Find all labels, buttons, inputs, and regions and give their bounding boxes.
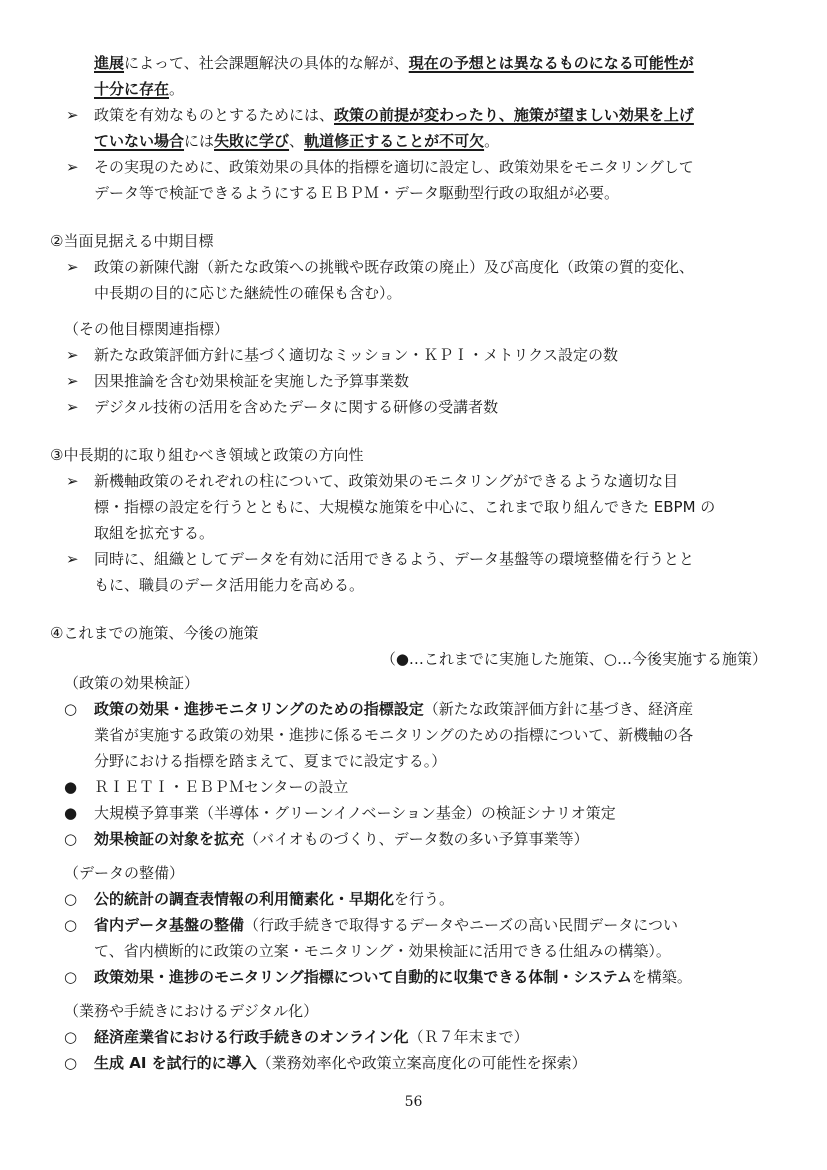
bullet-policy-effective-line1: 政策を有効なものとするためには、政策の前提が変わったり、施策が望ましい効果を上げ <box>94 106 694 124</box>
bullet-policy-effective-line2: ていない場合には失敗に学び、軌道修正することが不可欠。 <box>94 132 500 150</box>
intro-continuation-line2: 十分に存在。 <box>94 80 185 98</box>
section-heading-measures: ④これまでの施策、今後の施策 <box>50 624 259 642</box>
bullet-metabolism-line2: 中長期の目的に応じた継続性の確保も含む）。 <box>94 284 402 302</box>
measure-generative-ai: 生成 AI を試行的に導入（業務効率化や政策立案高度化の可能性を探索） <box>94 1054 587 1072</box>
arrow-bullet-icon: ➢ <box>66 346 79 364</box>
open-circle-icon: ○ <box>64 968 78 986</box>
open-circle-icon: ○ <box>64 890 78 908</box>
open-circle-icon: ○ <box>64 1028 78 1046</box>
bullet-data-infra-line1: 同時に、組織としてデータを有効に活用できるよう、データ基盤等の環境整備を行うとと <box>94 550 695 568</box>
arrow-bullet-icon: ➢ <box>66 158 79 176</box>
section-heading-mid-term-goal: ②当面見据える中期目標 <box>50 232 214 250</box>
intro-continuation-line1: 進展によって、社会課題解決の具体的な解が、現在の予想とは異なるものになる可能性が <box>94 54 694 72</box>
indicator-item: デジタル技術の活用を含めたデータに関する研修の受講者数 <box>94 398 499 416</box>
open-circle-icon: ○ <box>64 700 78 718</box>
bullet-data-infra-line2: もに、職員のデータ活用能力を高める。 <box>94 576 365 594</box>
bullet-ebpm-line2: データ等で検証できるようにするＥＢＰＭ・データ駆動型行政の取組が必要。 <box>94 184 620 202</box>
measure-indicator-setting-line2: 業省が実施する政策の効果・進捗に係るモニタリングのための指標について、新機軸の各 <box>94 726 694 744</box>
bullet-new-axis-line3: 取組を拡充する。 <box>94 524 215 542</box>
bullet-new-axis-line2: 標・指標の設定を行うとともに、大規模な施策を中心に、これまで取り組んできた EBPM の <box>94 498 716 516</box>
indicator-item: 新たな政策評価方針に基づく適切なミッション・ＫＰＩ・メトリクス設定の数 <box>94 346 618 364</box>
indicator-item: 因果推論を含む効果検証を実施した予算事業数 <box>94 372 410 390</box>
measure-indicator-setting-line3: 分野における指標を踏まえて、夏までに設定する。） <box>94 752 447 770</box>
measure-expand-verification: 効果検証の対象を拡充（バイオものづくり、データ数の多い予算事業等） <box>94 830 589 848</box>
arrow-bullet-icon: ➢ <box>66 550 79 568</box>
arrow-bullet-icon: ➢ <box>66 258 79 276</box>
open-circle-icon: ○ <box>64 1054 78 1072</box>
arrow-bullet-icon: ➢ <box>66 472 79 490</box>
measure-statistics-simplify: 公的統計の調査表情報の利用簡素化・早期化を行う。 <box>94 890 455 908</box>
measure-data-platform-line2: て、省内横断的に政策の立案・モニタリング・効果検証に活用できる仕組みの構築）。 <box>94 942 671 960</box>
measure-data-platform-line1: 省内データ基盤の整備（行政手続きで取得するデータやニーズの高い民間データについ <box>94 916 678 934</box>
open-circle-icon: ○ <box>64 916 78 934</box>
filled-circle-icon: ● <box>64 804 78 822</box>
arrow-bullet-icon: ➢ <box>66 106 79 124</box>
bullet-new-axis-line1: 新機軸政策のそれぞれの柱について、政策効果のモニタリングができるような適切な目 <box>94 472 679 490</box>
subheading-other-indicators: （その他目標関連指標） <box>64 320 230 338</box>
measure-indicator-setting-line1: 政策の効果・進捗モニタリングのための指標設定（新たな政策評価方針に基づき、経済産 <box>94 700 694 718</box>
measure-verification-scenario: 大規模予算事業（半導体・グリーンイノベーション基金）の検証シナリオ策定 <box>94 804 616 822</box>
arrow-bullet-icon: ➢ <box>66 372 79 390</box>
measure-rieti-center: ＲＩＥＴＩ・ＥＢＰＭセンターの設立 <box>94 778 349 796</box>
section-heading-long-term-direction: ③中長期的に取り組むべき領域と政策の方向性 <box>50 446 364 464</box>
group-title-policy-verification: （政策の効果検証） <box>64 674 200 692</box>
open-circle-icon: ○ <box>64 830 78 848</box>
page-number: 56 <box>404 1094 423 1110</box>
group-title-data-development: （データの整備） <box>64 864 185 882</box>
group-title-digitalization: （業務や手続きにおけるデジタル化） <box>64 1002 319 1020</box>
filled-circle-icon: ● <box>64 778 78 796</box>
bullet-metabolism-line1: 政策の新陳代謝（新たな政策への挑戦や既存政策の廃止）及び高度化（政策の質的変化、 <box>94 258 695 276</box>
bullet-ebpm-line1: その実現のために、政策効果の具体的指標を適切に設定し、政策効果をモニタリングして <box>94 158 694 176</box>
arrow-bullet-icon: ➢ <box>66 398 79 416</box>
measure-auto-collection: 政策効果・進捗のモニタリング指標について自動的に収集できる体制・システムを構築。 <box>94 968 692 986</box>
legend-markers: （●…これまでに実施した施策、○…今後実施する施策） <box>380 650 767 668</box>
measure-online-procedures: 経済産業省における行政手続きのオンライン化（Ｒ７年末まで） <box>94 1028 529 1046</box>
